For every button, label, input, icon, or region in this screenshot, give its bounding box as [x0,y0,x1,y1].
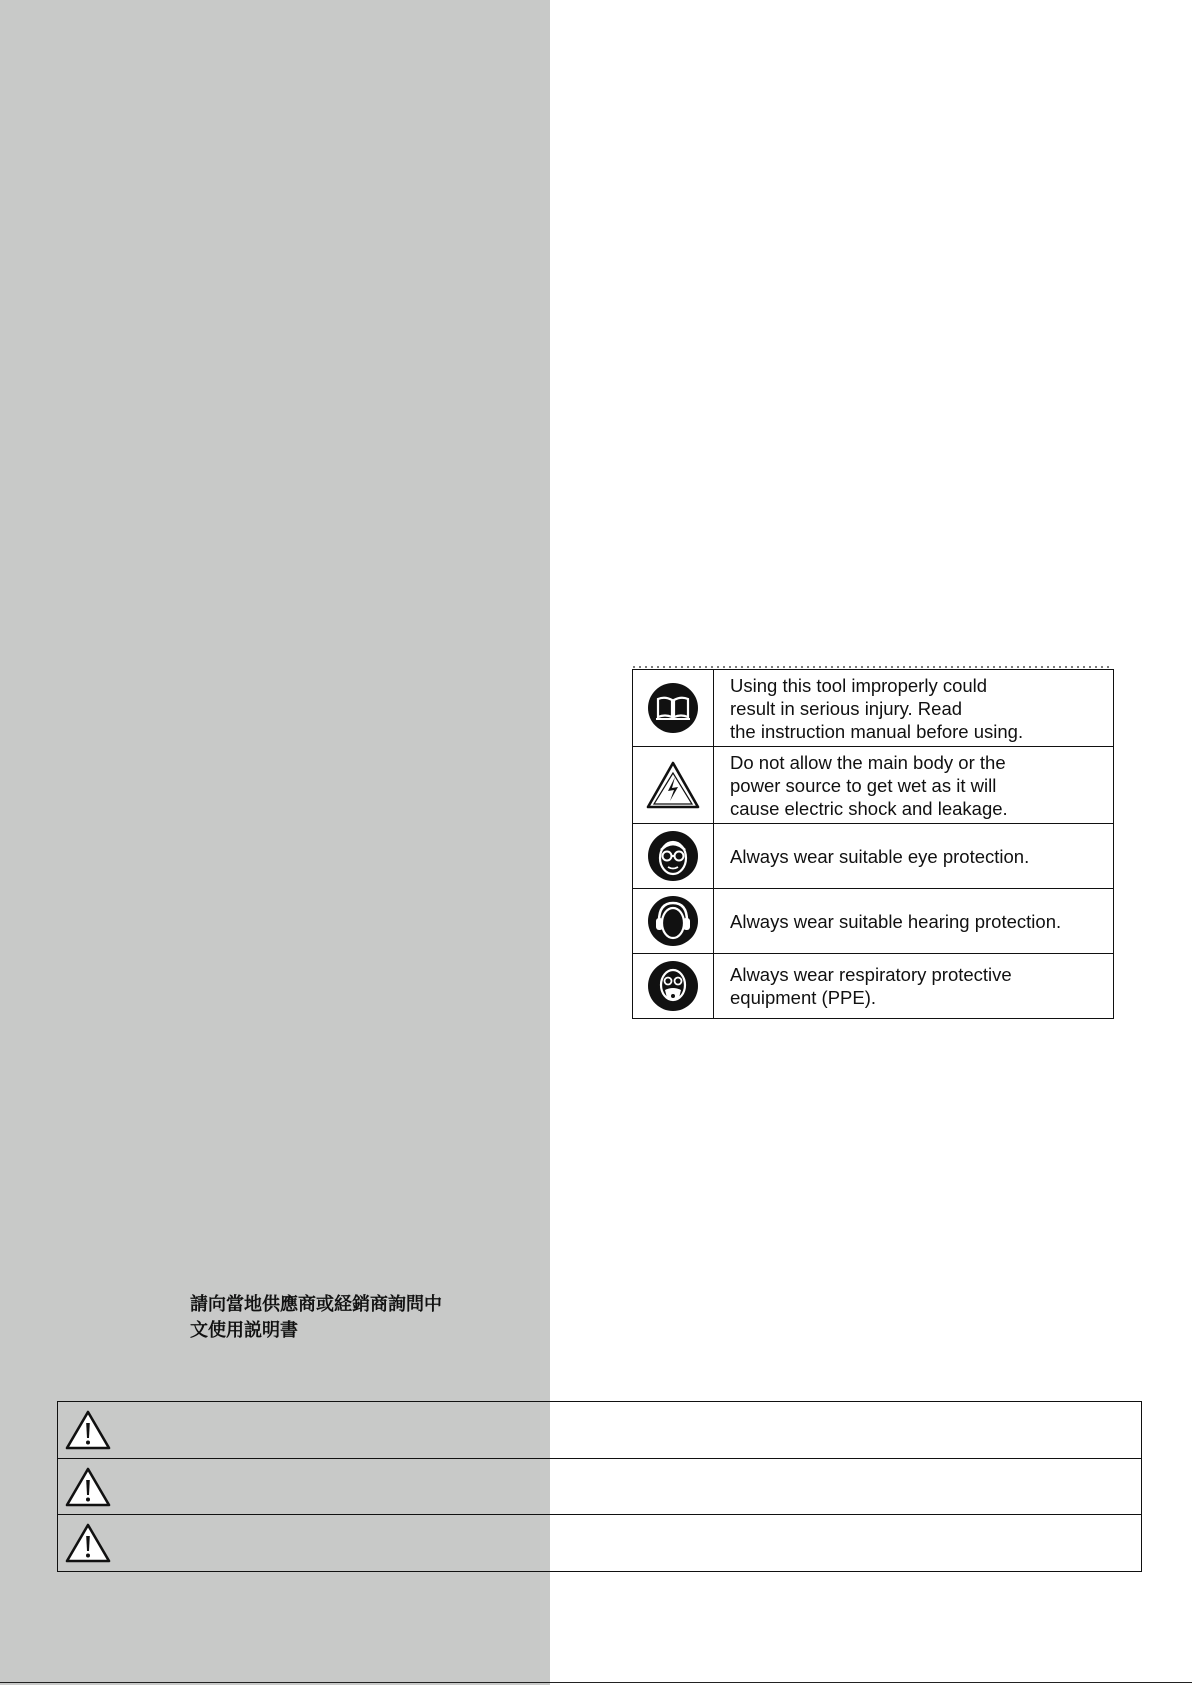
symbol-row-respirator [633,954,1114,1019]
symbol-icon-cell [633,670,714,747]
symbol-text [714,747,1114,824]
symbol-text [714,889,1114,954]
chinese-manual-note [190,1292,490,1344]
symbol-line: Always wear suitable hearing protection. [730,910,1062,932]
symbol-line: cause electric shock and leakage. [730,797,1008,819]
symbol-text [714,670,1114,747]
respirator-icon [647,960,699,1012]
symbol-icon-cell [633,747,714,824]
electric-shock-warning-icon [645,760,701,810]
warning-triangle-icon [64,1522,112,1564]
symbol-line: equipment (PPE). [730,987,877,1008]
symbol-line: result in serious injury. Read [730,697,963,719]
warning-row [58,1402,1141,1459]
warning-row [58,1459,1141,1516]
bottom-rule [0,1682,1192,1683]
symbol-icon-cell [633,824,714,889]
symbol-icon-cell [633,889,714,954]
table-top-rule [633,666,1113,668]
symbol-line: Do not allow the main body or the [730,751,1006,773]
symbol-text [714,954,1114,1019]
eye-protection-icon [647,830,699,882]
symbol-line: Always wear respiratory protective [730,964,1012,985]
chinese-note-line: 請向當地供應商或経銷商詢問中 [190,1294,442,1315]
symbol-line: power source to get wet as it will [730,774,997,796]
symbol-line: the instruction manual before using. [730,720,1024,742]
safety-symbols-table [632,669,1114,1019]
symbol-icon-cell [633,954,714,1019]
symbol-row-hearing-protection [633,889,1114,954]
warning-triangle-icon [64,1466,112,1508]
chinese-note-line: 文使用説明書 [190,1320,298,1341]
read-manual-icon [647,682,699,734]
warning-triangle-icon [64,1409,112,1451]
warning-table [57,1401,1142,1572]
symbol-row-read-manual [633,670,1114,747]
symbol-row-electric-shock [633,747,1114,824]
symbol-text [714,824,1114,889]
symbol-line: Using this tool improperly could [730,674,988,696]
hearing-protection-icon [647,895,699,947]
symbol-line: Always wear suitable eye protection. [730,845,1030,867]
symbol-row-eye-protection [633,824,1114,889]
warning-row [58,1515,1141,1572]
